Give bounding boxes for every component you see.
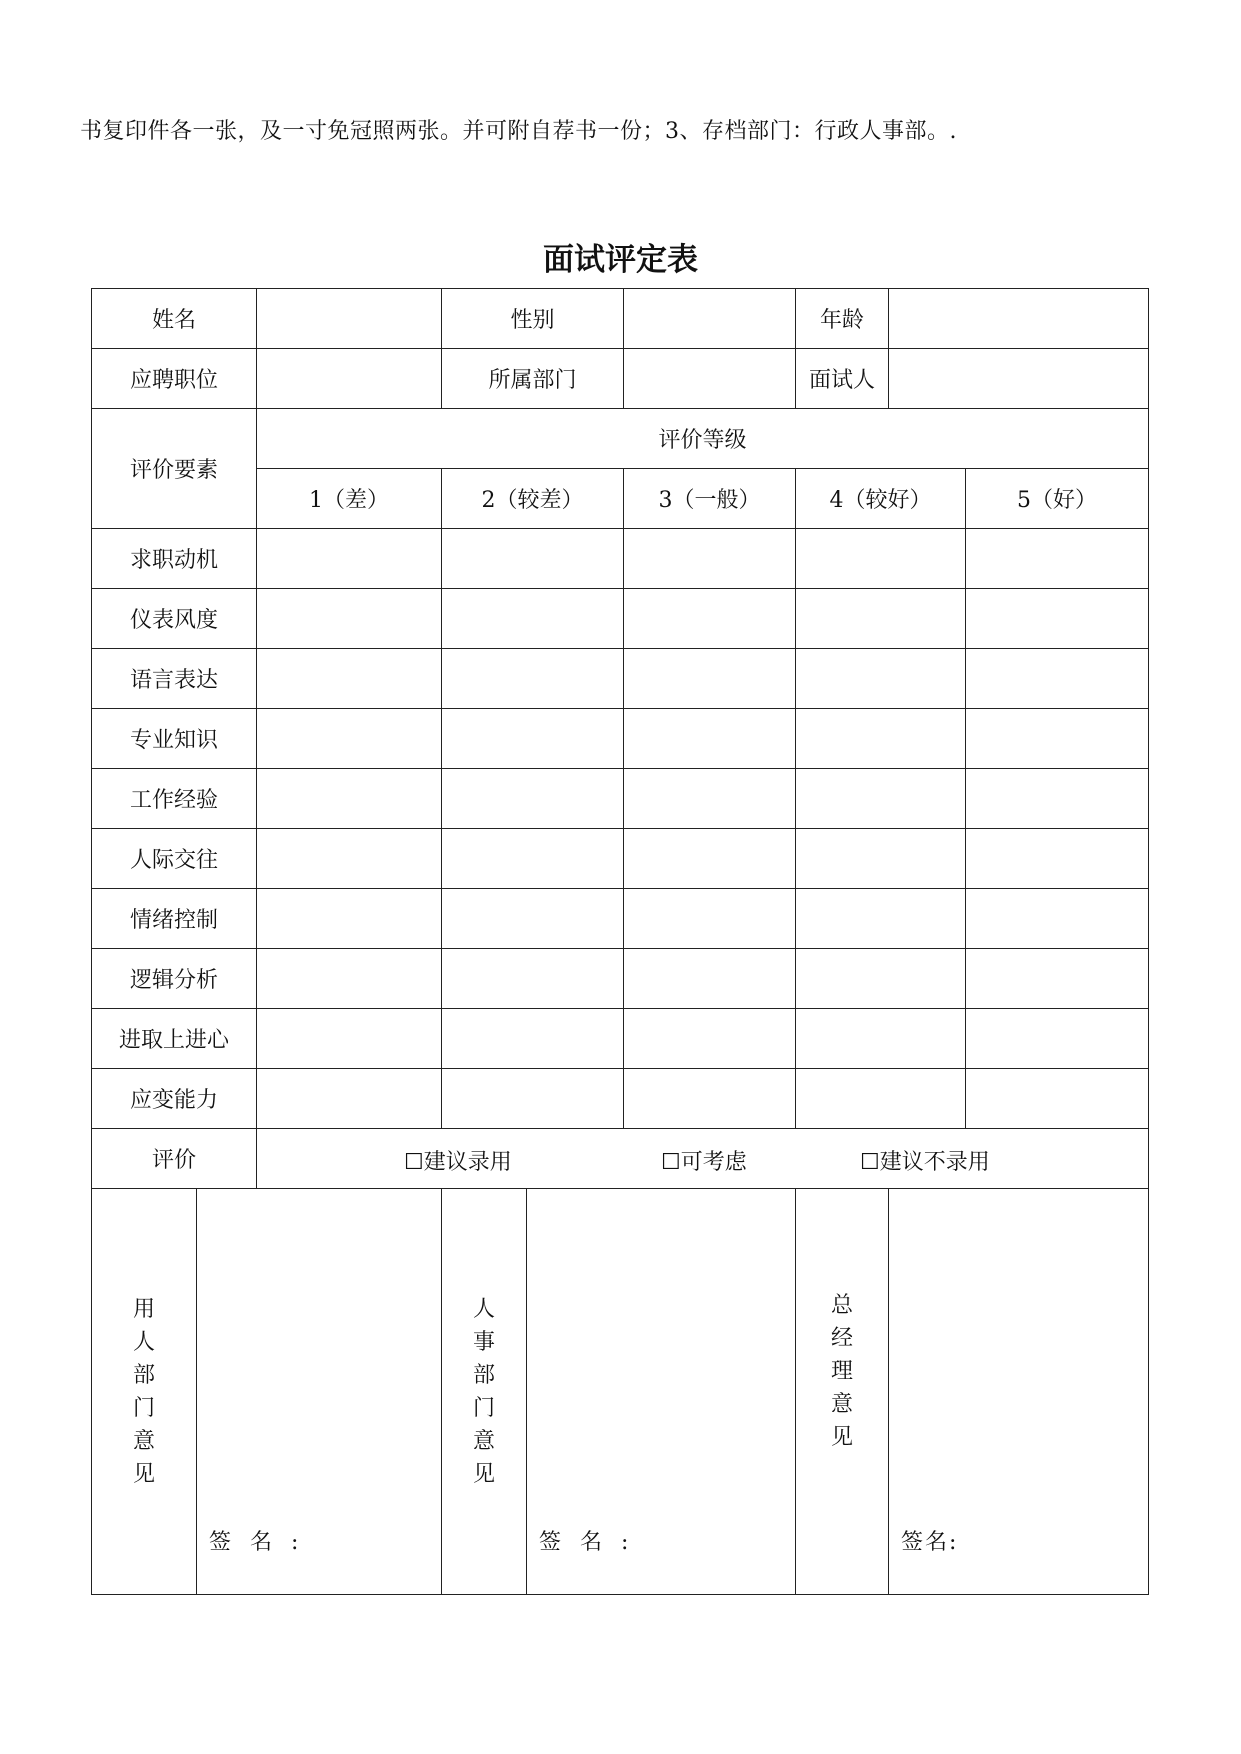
grade-cell[interactable] xyxy=(966,889,1149,949)
grade-cell[interactable] xyxy=(796,889,966,949)
label-name: 姓名 xyxy=(92,289,257,349)
grade-cell[interactable] xyxy=(624,769,796,829)
option-not-recommend[interactable]: ☐建议不录用 xyxy=(860,1150,990,1175)
grade-cell[interactable] xyxy=(796,529,966,589)
factor-row xyxy=(92,1069,1149,1129)
factor-row xyxy=(92,529,1149,589)
grade-cell[interactable] xyxy=(624,1069,796,1129)
factor-label: 进取上进心 xyxy=(92,1009,257,1069)
grade-cell[interactable] xyxy=(257,769,442,829)
grade-cell[interactable] xyxy=(624,1009,796,1069)
factor-header: 评价要素 xyxy=(92,409,257,529)
factor-row xyxy=(92,889,1149,949)
gm-opinion-label xyxy=(796,1189,889,1595)
dept-opinion-label xyxy=(92,1189,197,1595)
label-position: 应聘职位 xyxy=(92,349,257,409)
grade-cell[interactable] xyxy=(796,769,966,829)
gm-opinion-field[interactable] xyxy=(889,1189,1149,1595)
hr-opinion-label-text: 人事部门意见 xyxy=(473,1296,496,1487)
dept-signature: 签 名 : xyxy=(209,1530,305,1555)
factor-label: 应变能力 xyxy=(92,1069,257,1129)
age-field[interactable] xyxy=(889,289,1149,349)
label-interviewer: 面试人 xyxy=(796,349,889,409)
grade-cell[interactable] xyxy=(624,889,796,949)
factor-label: 求职动机 xyxy=(92,529,257,589)
grade-cell[interactable] xyxy=(442,829,624,889)
department-field[interactable] xyxy=(624,349,796,409)
factor-label: 仪表风度 xyxy=(92,589,257,649)
gm-signature: 签名: xyxy=(901,1530,959,1555)
grade-1: 1（差） xyxy=(257,469,442,529)
grade-3: 3（一般） xyxy=(624,469,796,529)
label-gender: 性别 xyxy=(442,289,624,349)
factor-row xyxy=(92,589,1149,649)
opinion-row xyxy=(92,1189,1149,1595)
grade-cell[interactable] xyxy=(966,709,1149,769)
gm-opinion-label-text: 总经理意见 xyxy=(831,1293,854,1450)
factor-row xyxy=(92,769,1149,829)
grade-cell[interactable] xyxy=(257,1069,442,1129)
grade-cell[interactable] xyxy=(796,1009,966,1069)
grade-cell[interactable] xyxy=(796,949,966,1009)
grade-cell[interactable] xyxy=(966,649,1149,709)
dept-opinion-field[interactable] xyxy=(197,1189,442,1595)
grade-cell[interactable] xyxy=(257,649,442,709)
grade-cell[interactable] xyxy=(257,829,442,889)
interview-evaluation-table xyxy=(91,288,1149,1595)
factor-label: 专业知识 xyxy=(92,709,257,769)
grade-cell[interactable] xyxy=(442,529,624,589)
grade-cell[interactable] xyxy=(624,949,796,1009)
dept-opinion-label-text: 用人部门意见 xyxy=(133,1296,156,1487)
grade-cell[interactable] xyxy=(966,589,1149,649)
hr-opinion-label xyxy=(442,1189,527,1595)
grade-cell[interactable] xyxy=(257,1009,442,1069)
evaluation-options xyxy=(257,1129,1149,1189)
info-row xyxy=(92,289,1149,349)
gender-field[interactable] xyxy=(624,289,796,349)
factor-label: 人际交往 xyxy=(92,829,257,889)
name-field[interactable] xyxy=(257,289,442,349)
position-field[interactable] xyxy=(257,349,442,409)
grade-cell[interactable] xyxy=(796,829,966,889)
grade-cell[interactable] xyxy=(442,949,624,1009)
grade-cell[interactable] xyxy=(257,589,442,649)
grade-cell[interactable] xyxy=(624,529,796,589)
grade-cell[interactable] xyxy=(966,949,1149,1009)
grade-cell[interactable] xyxy=(796,589,966,649)
grade-2: 2（较差） xyxy=(442,469,624,529)
interviewer-field[interactable] xyxy=(889,349,1149,409)
grade-cell[interactable] xyxy=(442,589,624,649)
grade-5: 5（好） xyxy=(966,469,1149,529)
evaluation-label: 评价 xyxy=(92,1129,257,1189)
label-age: 年龄 xyxy=(796,289,889,349)
label-department: 所属部门 xyxy=(442,349,624,409)
grade-cell[interactable] xyxy=(966,529,1149,589)
intro-text: 书复印件各一张，及一寸免冠照两张。并可附自荐书一份；3、存档部门：行政人事部。. xyxy=(80,119,957,144)
option-consider[interactable]: ☐可考虑 xyxy=(661,1150,747,1175)
grade-cell[interactable] xyxy=(442,889,624,949)
grade-cell[interactable] xyxy=(624,709,796,769)
factor-row xyxy=(92,829,1149,889)
grade-cell[interactable] xyxy=(796,1069,966,1129)
grade-cell[interactable] xyxy=(442,709,624,769)
info-row xyxy=(92,349,1149,409)
factor-label: 逻辑分析 xyxy=(92,949,257,1009)
option-recommend-hire[interactable]: ☐建议录用 xyxy=(404,1150,512,1175)
grade-cell[interactable] xyxy=(624,829,796,889)
grade-cell[interactable] xyxy=(966,1009,1149,1069)
grade-header-row xyxy=(92,409,1149,469)
hr-opinion-field[interactable] xyxy=(527,1189,796,1595)
grade-cell[interactable] xyxy=(442,1009,624,1069)
grade-cell[interactable] xyxy=(257,949,442,1009)
grade-cell[interactable] xyxy=(966,829,1149,889)
evaluation-row xyxy=(92,1129,1149,1189)
grade-cell[interactable] xyxy=(442,1069,624,1129)
grade-cell[interactable] xyxy=(624,589,796,649)
factor-label: 情绪控制 xyxy=(92,889,257,949)
grade-cell[interactable] xyxy=(796,709,966,769)
form-title: 面试评定表 xyxy=(543,242,698,278)
grade-header: 评价等级 xyxy=(257,409,1149,469)
factor-row xyxy=(92,709,1149,769)
grade-cell[interactable] xyxy=(966,769,1149,829)
factor-label: 工作经验 xyxy=(92,769,257,829)
factor-row xyxy=(92,649,1149,709)
hr-signature: 签 名 : xyxy=(539,1530,635,1555)
factor-label: 语言表达 xyxy=(92,649,257,709)
grade-cell[interactable] xyxy=(257,529,442,589)
grade-cell[interactable] xyxy=(257,709,442,769)
grade-4: 4（较好） xyxy=(796,469,966,529)
factor-row xyxy=(92,1009,1149,1069)
grade-cell[interactable] xyxy=(966,1069,1149,1129)
grade-cell[interactable] xyxy=(442,649,624,709)
grade-cell[interactable] xyxy=(442,769,624,829)
factor-row xyxy=(92,949,1149,1009)
grade-cell[interactable] xyxy=(796,649,966,709)
grade-cell[interactable] xyxy=(257,889,442,949)
grade-cell[interactable] xyxy=(624,649,796,709)
